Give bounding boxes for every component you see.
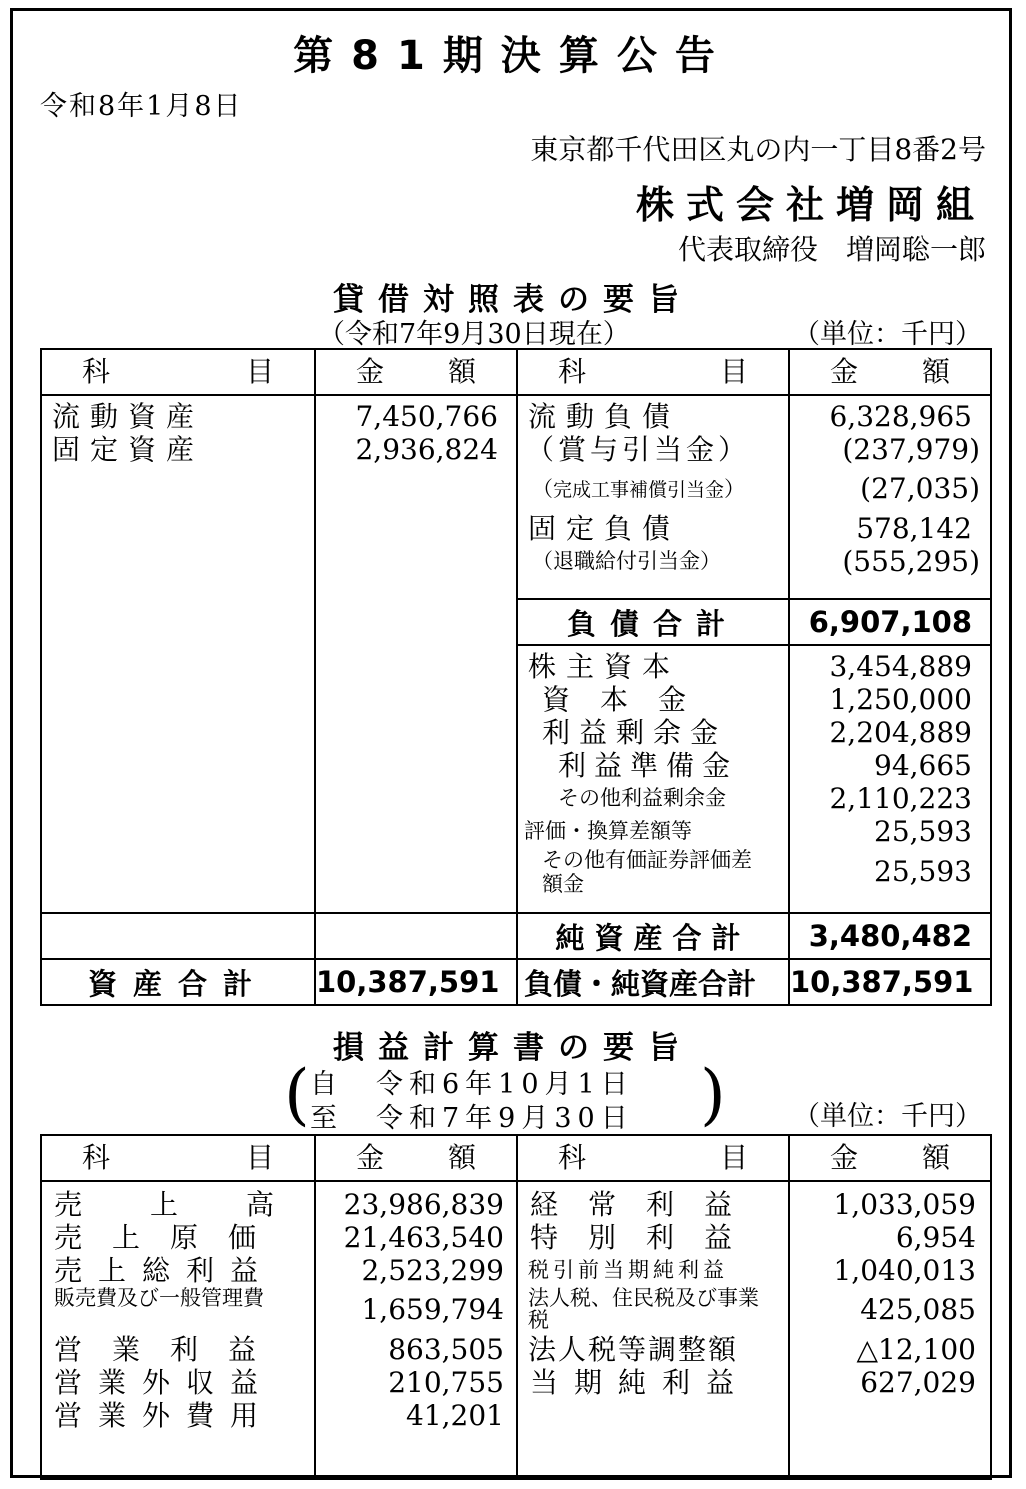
pl-header-item-right: 科 目: [558, 1141, 748, 1174]
pl-right-value: 1,040,013: [833, 1254, 976, 1287]
liability-label: （完成工事補償引当金）: [532, 477, 746, 501]
pl-period-bracket-right: ): [700, 1056, 726, 1133]
pl-header-amount-right: 金 額: [830, 1141, 950, 1174]
equity-label: 評価・換算差額等: [524, 819, 692, 843]
liability-value: 6,328,965: [829, 400, 972, 433]
pl-right-value: 6,954: [895, 1221, 976, 1254]
pl-left-value: 863,505: [388, 1333, 504, 1366]
liability-value: (27,035): [860, 472, 980, 505]
liability-value: (237,979): [842, 433, 980, 466]
pl-right-label: 税引前当期純利益: [528, 1258, 728, 1282]
pl-right-value: 627,029: [860, 1366, 976, 1399]
equity-value: 25,593: [874, 815, 972, 848]
pl-period-from: 自 令和6年10月1日: [310, 1069, 634, 1100]
equity-label: その他利益剰余金: [558, 786, 726, 810]
pl-right-label: 法人税等調整額: [528, 1333, 739, 1366]
pl-left-label: 売上原価: [54, 1221, 287, 1254]
pl-left-value: 23,986,839: [343, 1188, 504, 1221]
pl-header-amount-left: 金 額: [356, 1141, 476, 1174]
company-address: 東京都千代田区丸の内一丁目8番2号: [530, 133, 986, 166]
pl-left-label: 売上総利益: [54, 1254, 275, 1287]
liability-value: (555,295): [842, 545, 980, 578]
pl-right-label: 当期純利益: [530, 1366, 751, 1399]
equity-label: 利益準備金: [558, 749, 739, 782]
pl-left-label: 営業外収益: [54, 1366, 275, 1399]
pl-left-value: 210,755: [388, 1366, 504, 1399]
notice-date: 令和8年1月8日: [40, 91, 243, 122]
equity-label: 利益剰余金: [542, 716, 728, 749]
bs-title: 貸借対照表の要旨: [333, 282, 693, 318]
pl-period-to: 至 令和7年9月30日: [310, 1103, 634, 1134]
asset-label: 流動資産: [52, 400, 205, 433]
balance-sheet-table: [40, 348, 992, 1006]
pl-right-label: 特別利益: [530, 1221, 763, 1254]
asset-label: 固定資産: [52, 433, 205, 466]
income-statement-table: [40, 1134, 992, 1480]
equity-label: 株主資本: [528, 650, 681, 683]
asset-value: 7,450,766: [355, 400, 498, 433]
pl-left-label: 売上高: [54, 1188, 343, 1221]
equity-value: 2,110,223: [829, 782, 972, 815]
equity-value: 94,665: [874, 749, 972, 782]
pl-left-label: 販売費及び一般管理費: [54, 1286, 264, 1310]
liability-value: 578,142: [856, 512, 972, 545]
company-name: 株式会社増岡組: [635, 183, 986, 227]
liability-label: （賞与引当金）: [526, 433, 751, 466]
grand-total-value: 10,387,591: [790, 964, 974, 999]
bs-header-amount-right: 金 額: [830, 355, 950, 388]
liability-label: 固定負債: [528, 512, 681, 545]
equity-label: その他有価証券評価差額金: [542, 848, 752, 896]
representative: 代表取締役 増岡聡一郎: [677, 233, 986, 266]
pl-header-item-left: 科 目: [82, 1141, 274, 1174]
assets-total-value: 10,387,591: [316, 964, 500, 999]
pl-left-label: 営業利益: [54, 1333, 287, 1366]
pl-unit: （単位：千円）: [793, 1101, 982, 1132]
liabilities-total-label: 負債合計: [566, 606, 739, 641]
bs-unit: （単位：千円）: [793, 319, 982, 350]
bs-header-item-right: 科 目: [558, 355, 748, 388]
pl-right-label: 法人税、住民税及び事業税: [528, 1286, 759, 1332]
bs-header-amount-left: 金 額: [356, 355, 476, 388]
grand-total-label: 負債・純資産合計: [524, 966, 757, 1001]
pl-left-label: 営業外費用: [54, 1399, 275, 1432]
pl-left-value: 1,659,794: [361, 1293, 504, 1326]
pl-left-value: 2,523,299: [361, 1254, 504, 1287]
equity-value: 2,204,889: [829, 716, 972, 749]
equity-value: 3,454,889: [829, 650, 972, 683]
pl-right-value: 1,033,059: [833, 1188, 976, 1221]
pl-right-value: △12,100: [856, 1333, 976, 1366]
asset-value: 2,936,824: [355, 433, 498, 466]
liability-label: （退職給付引当金）: [532, 549, 721, 573]
equity-label: 資本金: [542, 683, 717, 716]
equity-total-value: 3,480,482: [808, 918, 972, 953]
pl-left-value: 21,463,540: [343, 1221, 504, 1254]
equity-value: 25,593: [874, 855, 972, 888]
equity-value: 1,250,000: [829, 683, 972, 716]
equity-total-label: 純資産合計: [555, 920, 751, 955]
pl-period-bracket-left: (: [284, 1056, 310, 1133]
assets-total-label: 資産合計: [87, 966, 268, 1001]
pl-right-label: 経常利益: [530, 1188, 763, 1221]
liability-label: 流動負債: [528, 400, 681, 433]
pl-right-value: 425,085: [860, 1293, 976, 1326]
bs-header-item-left: 科 目: [82, 355, 274, 388]
pl-left-value: 41,201: [406, 1399, 504, 1432]
page-title: 第81期決算公告: [293, 33, 733, 79]
liabilities-total-value: 6,907,108: [808, 604, 972, 639]
bs-as-of: （令和7年9月30日現在）: [318, 319, 630, 350]
pl-title: 損益計算書の要旨: [333, 1030, 693, 1066]
